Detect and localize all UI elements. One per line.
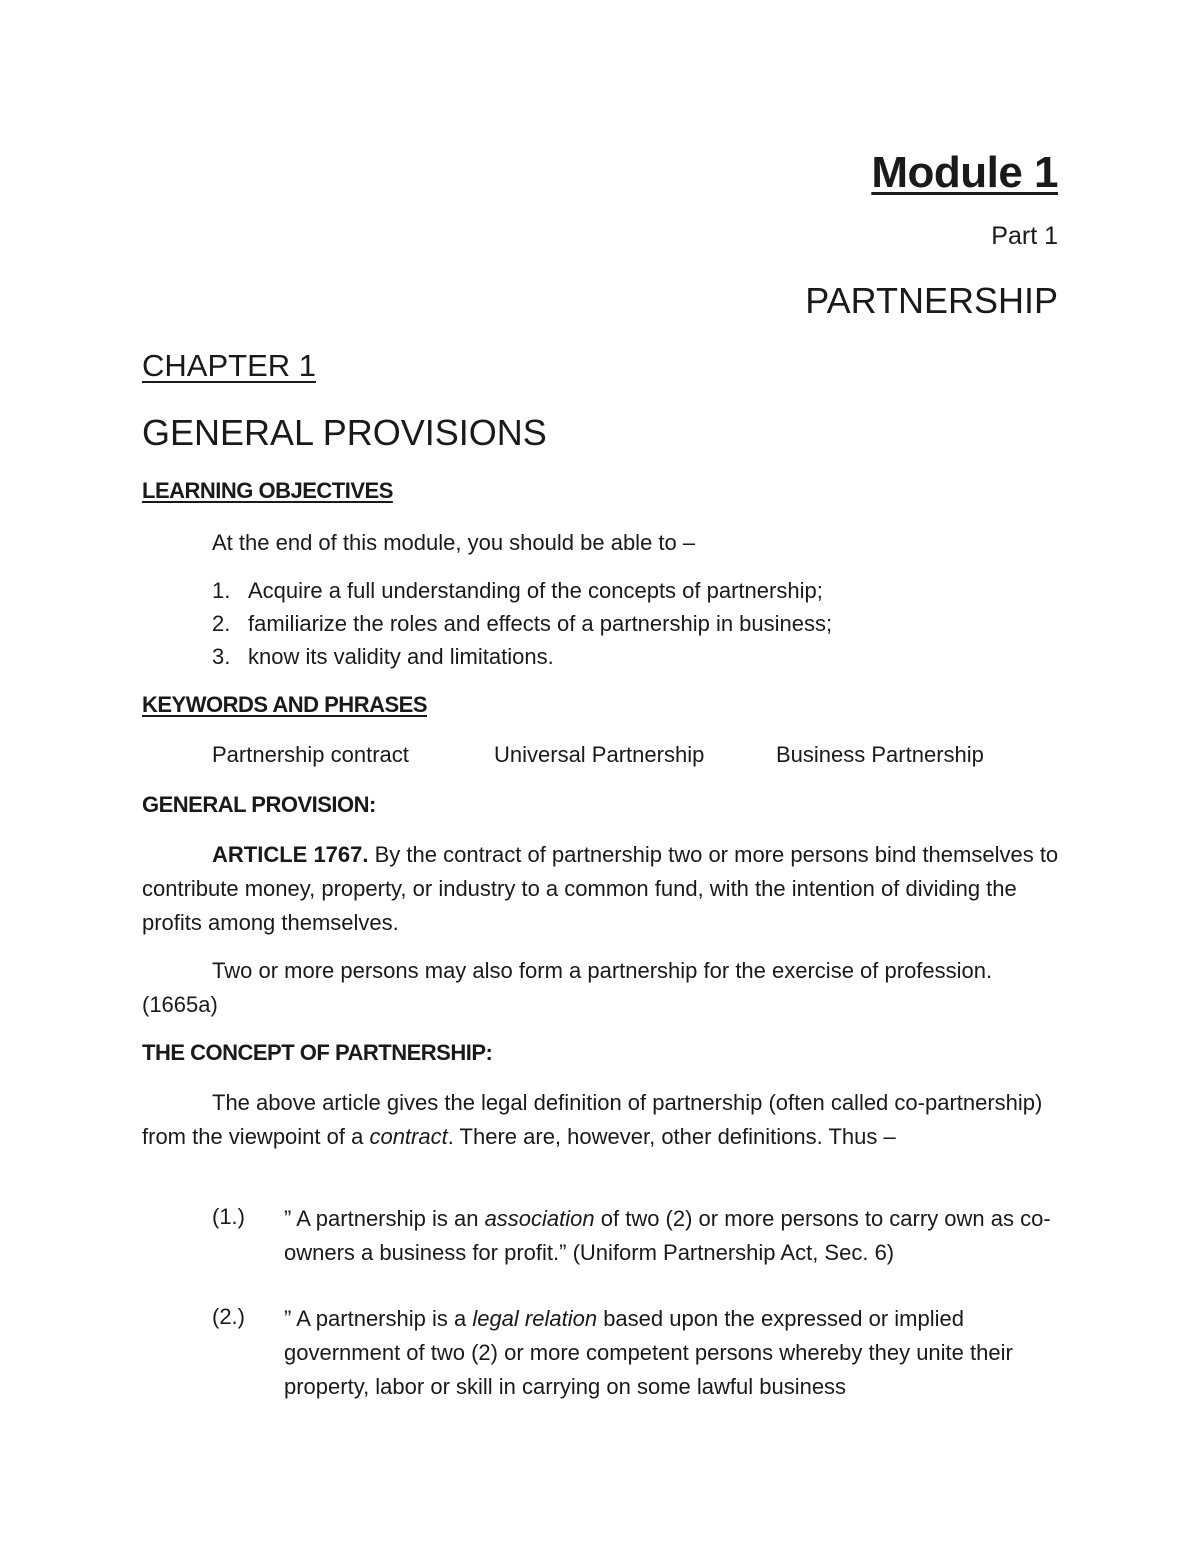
objective-text: familiarize the roles and effects of a partnership in business; (248, 611, 833, 636)
objective-number: 2. (212, 611, 231, 636)
article-label: ARTICLE 1767. (212, 842, 369, 867)
concept-intro-text: The above article gives the legal definition of partnership (often called co-partnership) from the viewpoint of a (142, 1090, 1043, 1149)
concept-intro-paragraph (142, 1086, 1062, 1154)
definition-text-part: ” A partnership is an (284, 1206, 485, 1231)
article-1767-paragraph (142, 838, 1062, 940)
definition-number: (1.) (212, 1204, 245, 1229)
document-title: PARTNERSHIP (805, 280, 1058, 321)
definition-number: (2.) (212, 1304, 245, 1329)
definition-text (284, 1202, 1074, 1270)
concept-intro-text: . There are, however, other definitions. Thus – (447, 1124, 896, 1149)
objective-text: know its validity and limitations. (248, 644, 554, 669)
keyword-item: Business Partnership (776, 742, 984, 767)
article-text: By the contract of partnership two or more persons bind themselves to contribute money, property, or industry to a common fund, with the intention of dividing the profits among themselves. (142, 842, 1059, 935)
definition-text-part: of two (2) or more persons to carry own as co-owners a business for profit.” (Uniform Partnership Act, Sec. 6) (284, 1206, 1051, 1265)
concept-intro-emphasis: contract (369, 1124, 448, 1149)
learning-objectives-heading: LEARNING OBJECTIVES (142, 478, 393, 503)
keywords-heading: KEYWORDS AND PHRASES (142, 692, 427, 717)
objectives-intro: At the end of this module, you should be able to – (212, 530, 696, 555)
keyword-item: Partnership contract (212, 742, 409, 767)
keyword-item: Universal Partnership (494, 742, 705, 767)
objective-number: 1. (212, 578, 231, 603)
chapter-title: GENERAL PROVISIONS (142, 412, 547, 453)
chapter-label: CHAPTER 1 (142, 348, 316, 383)
module-title: Module 1 (871, 148, 1058, 197)
definition-text-part: ” A partnership is a (284, 1306, 473, 1331)
definition-emphasis: association (484, 1206, 595, 1231)
objective-number: 3. (212, 644, 231, 669)
general-provision-heading: GENERAL PROVISION: (142, 792, 376, 817)
part-label: Part 1 (991, 222, 1058, 250)
concept-heading: THE CONCEPT OF PARTNERSHIP: (142, 1040, 493, 1065)
objective-text: Acquire a full understanding of the concepts of partnership; (248, 578, 823, 603)
definition-emphasis: legal relation (472, 1306, 598, 1331)
definition-text-part: based upon the expressed or implied government of two (2) or more competent persons whereby they unite their property, labor or skill in carrying on some lawful business (284, 1306, 1013, 1399)
definition-text (284, 1302, 1074, 1404)
profession-paragraph: Two or more persons may also form a partnership for the exercise of profession. (1665a) (142, 958, 993, 1017)
